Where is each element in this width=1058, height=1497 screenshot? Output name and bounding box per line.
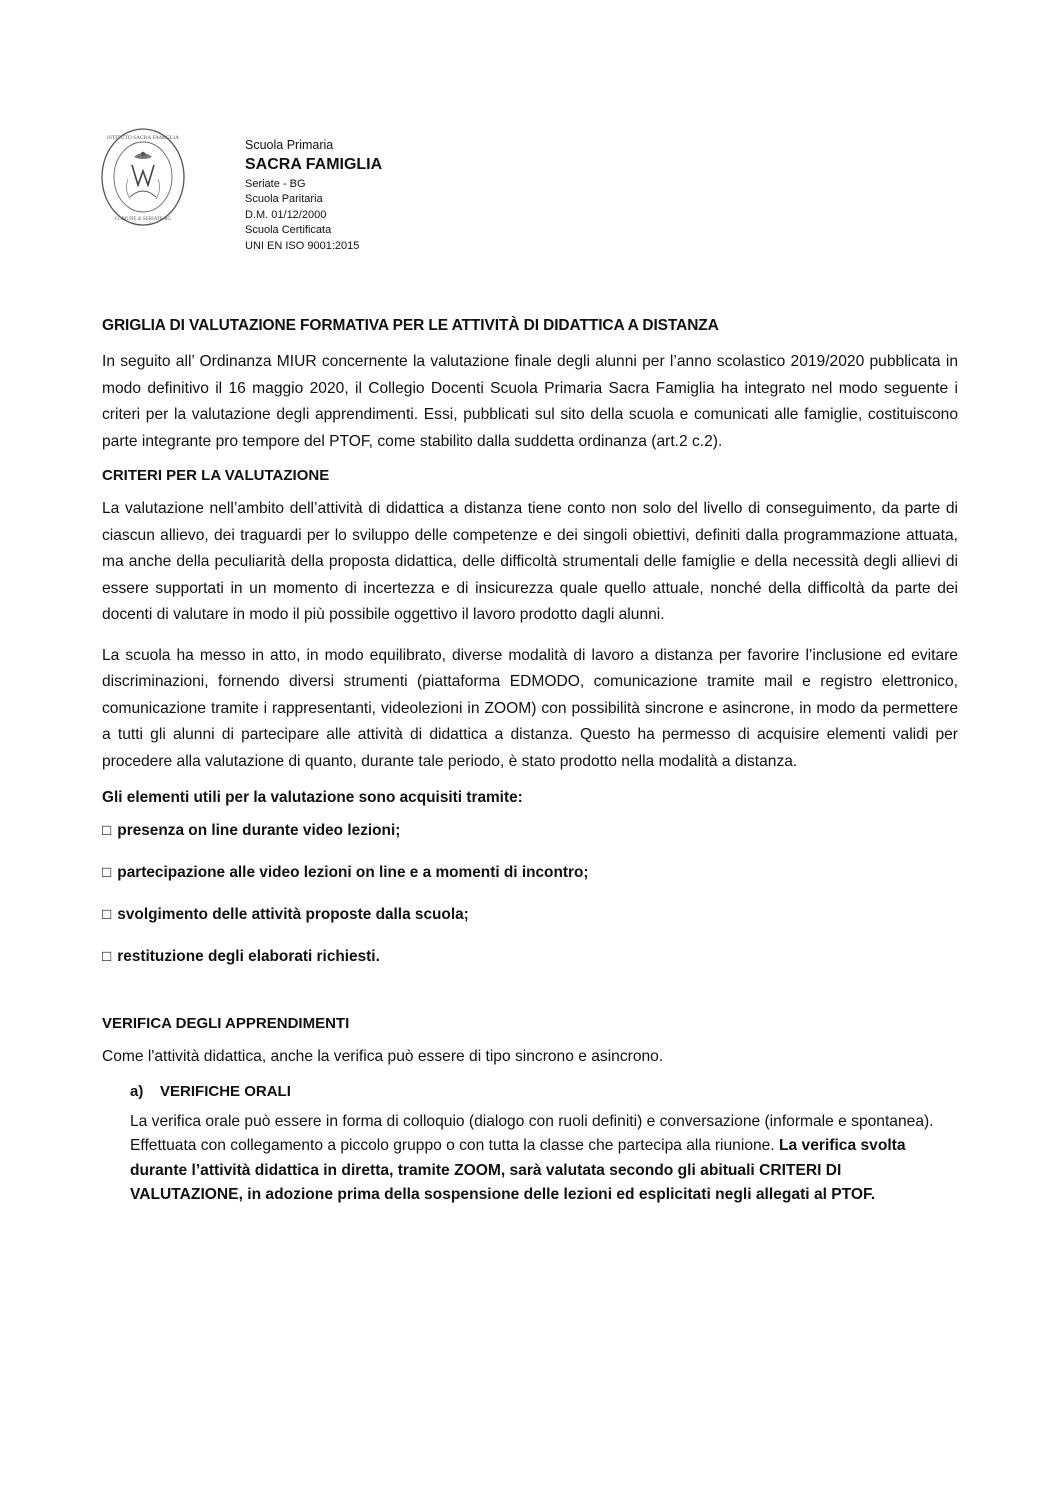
checkbox-square-icon: □: [102, 864, 112, 881]
list-item: □ svolgimento delle attività proposte dalla scuola;: [102, 906, 469, 923]
school-certified: Scuola Certificata: [245, 224, 332, 237]
list-item: □ restituzione degli elaborati richiesti.: [102, 948, 380, 965]
checkbox-square-icon: □: [102, 906, 112, 923]
school-header: [245, 138, 382, 255]
svg-text:COMUNE di SERIATE BG: COMUNE di SERIATE BG: [114, 217, 172, 222]
list-item: □ partecipazione alle video lezioni on line e a momenti di incontro;: [102, 864, 589, 881]
list-item: □ presenza on line durante video lezioni;: [102, 822, 401, 839]
checkbox-square-icon: □: [102, 948, 112, 965]
verifica-heading: VERIFICA DEGLI APPRENDIMENTI: [102, 1015, 350, 1032]
intro-paragraph: In seguito all’ Ordinanza MIUR concernente la valutazione finale degli alunni per l’anno scolastico 2019/2020 pubblicata in modo definitivo il 16 maggio 2020, il Collegio Docenti Scuola Primaria Sacra Famiglia ha integrato nel modo seguente i criteri per la valutazione degli apprendimenti. Essi, pubblicati sul sito della scuola e comunicati alle famiglie, costituiscono parte integrante pro tempore del PTOF, come stabilito dalla suddetta ordinanza (art.2 c.2).: [102, 353, 958, 450]
school-decree: D.M. 01/12/2000: [245, 208, 327, 221]
sub-section-a-text: La verifica orale può essere in forma di colloquio (dialogo con ruoli definiti) e conversazione (informale e spontanea). Effettuata con collegamento a piccolo gruppo o con tutta la classe che partecipa alla riunione. La verifica svolta durante l’attività didattica in diretta, tramite ZOOM, sarà valutata secondo gli abituali CRITERI DI VALUTAZIONE, in adozione prima della sospensione delle lezioni ed esplicitati negli allegati al PTOF.: [130, 1112, 934, 1203]
criteria-paragraph-1: La valutazione nell’ambito dell’attività di didattica a distanza tiene conto non solo del livello di conseguimento, da parte di ciascun allievo, dei traguardi per lo sviluppo delle competenze e dei singoli obiettivi, definiti dalla programmazione attuata, ma anche della peculiarità della proposta didattica, delle difficoltà strumentali delle famiglie e della necessità degli allievi di essere supportati in un momento di incertezza e di insicurezza quale quello attuale, nonché della difficoltà da parte dei docenti di valutare in modo il più possibile oggettivo il lavoro prodotto dagli alunni.: [102, 500, 958, 623]
verifica-intro: Come l'attività didattica, anche la verifica può essere di tipo sincrono e asincrono.: [102, 1048, 664, 1065]
sub-section-a-title: a) VERIFICHE ORALI: [130, 1082, 291, 1100]
school-type: Scuola Primaria: [245, 138, 334, 152]
criteria-paragraph-2: La scuola ha messo in atto, in modo equilibrato, diverse modalità di lavoro a distanza per favorire l’inclusione ed evitare discriminazioni, fornendo diversi strumenti (piattaforma EDMODO, comunicazione tramite mail e registro elettronico, comunicazione tramite i rappresentanti, videolezioni in ZOOM) con possibilità sincrone e asincrone, in modo da permettere a tutti gli alunni di partecipare alle attività di didattica a distanza. Questo ha permesso di acquisire elementi validi per procedere alla valutazione di quanto, durante tale periodo, è stato prodotto nella modalità a distanza.: [102, 646, 958, 770]
checkbox-square-icon: □: [102, 822, 112, 839]
school-iso: UNI EN ISO 9001:2015: [245, 240, 360, 253]
document-title: GRIGLIA DI VALUTAZIONE FORMATIVA PER LE ATTIVITÀ DI DIDATTICA A DISTANZA: [102, 317, 719, 334]
elements-lead: Gli elementi utili per la valutazione sono acquisiti tramite:: [102, 789, 523, 806]
document-body: [102, 317, 958, 1208]
school-status: Scuola Paritaria: [245, 193, 323, 206]
school-location: Seriate - BG: [245, 177, 306, 190]
school-name: SACRA FAMIGLIA: [245, 155, 383, 173]
school-seal-logo: [100, 127, 186, 227]
svg-text:ISTITUTO SACRA FAMIGLIA: ISTITUTO SACRA FAMIGLIA: [107, 135, 179, 141]
criteria-heading: CRITERI PER LA VALUTAZIONE: [102, 467, 330, 484]
